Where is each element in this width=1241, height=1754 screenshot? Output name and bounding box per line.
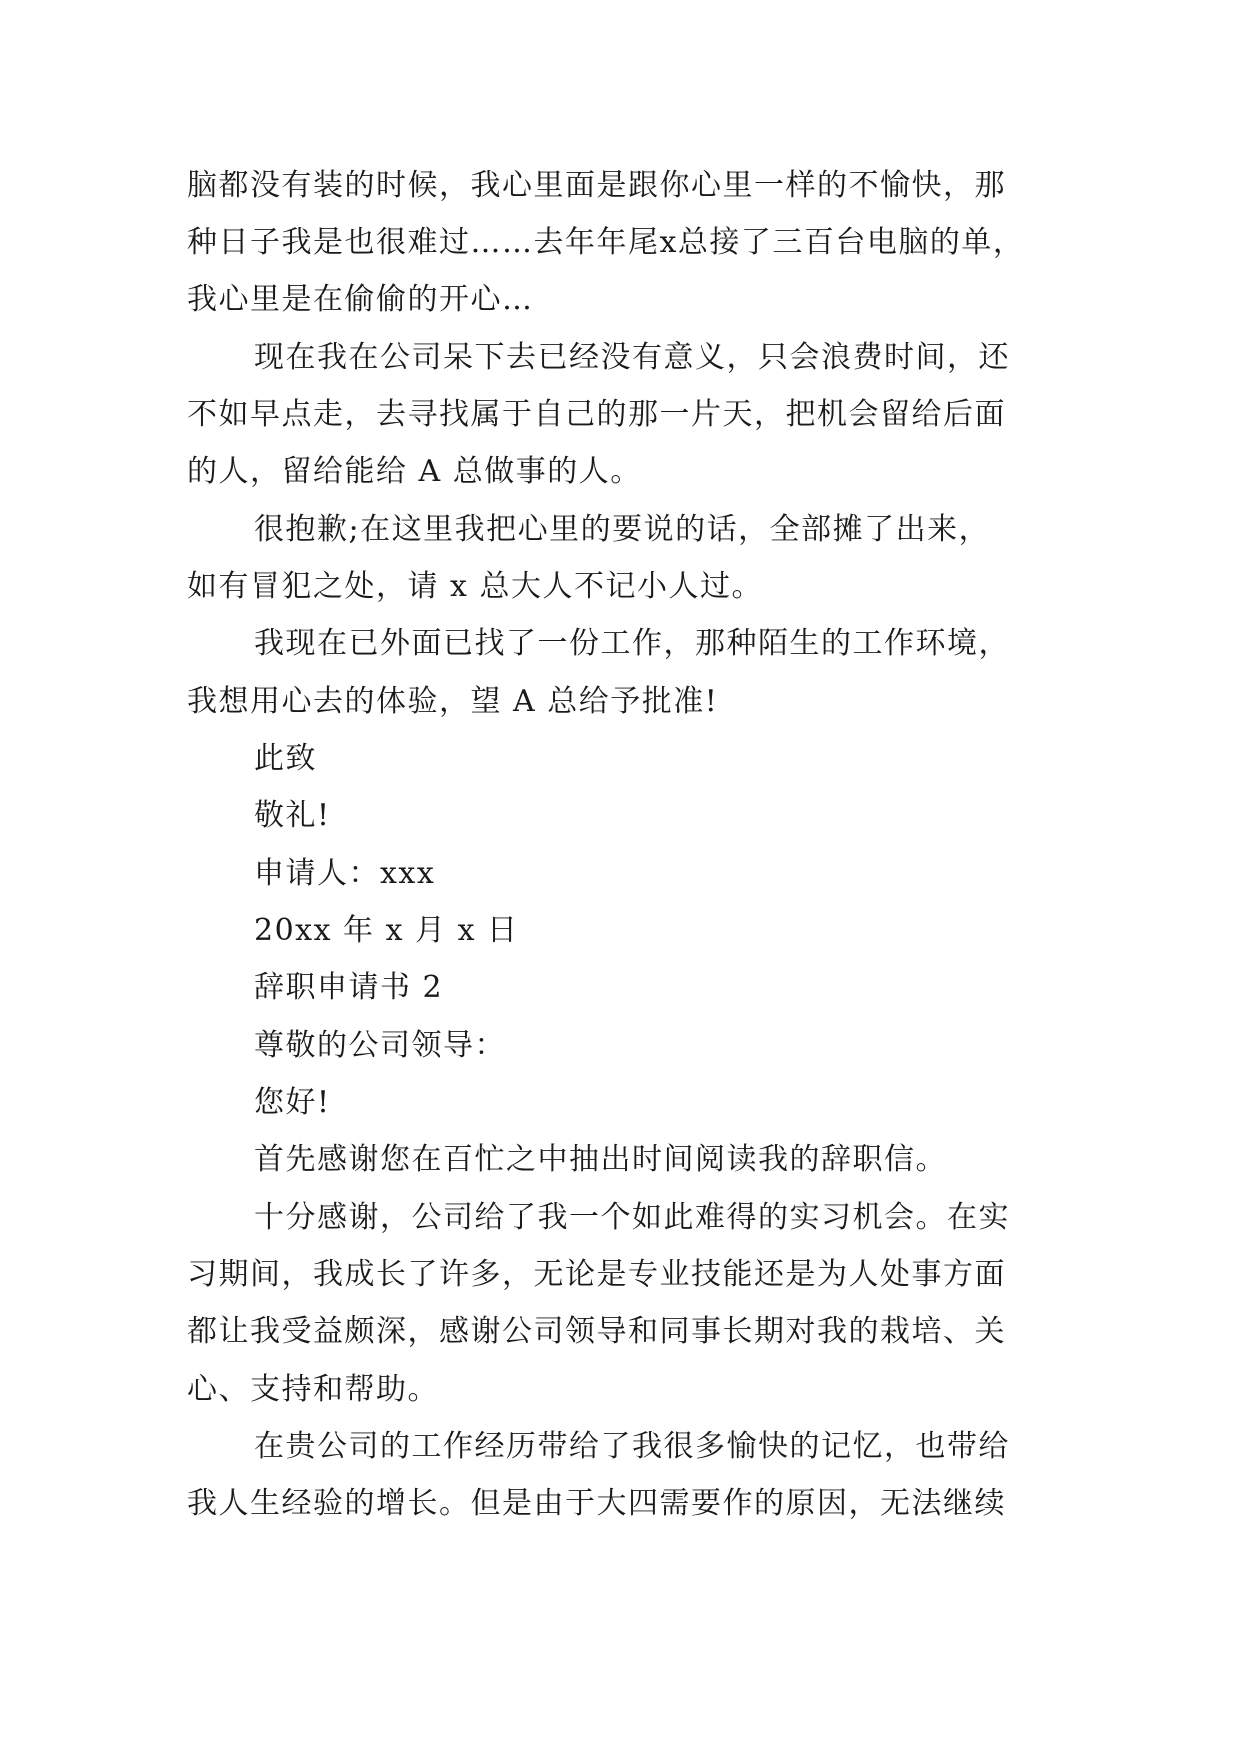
section-title: 辞职申请书 2 bbox=[254, 970, 444, 1005]
body-line: 不如早点走，去寻找属于自己的那一片天，把机会留给后面 bbox=[187, 397, 1006, 432]
body-line: 都让我受益颇深，感谢公司领导和同事长期对我的栽培、关 bbox=[187, 1314, 1006, 1349]
applicant-line: 申请人：xxx bbox=[254, 856, 436, 891]
paragraph-start: 很抱歉;在这里我把心里的要说的话，全部摊了出来， bbox=[254, 512, 991, 547]
paragraph-start: 我现在已外面已找了一份工作，那种陌生的工作环境， bbox=[254, 626, 1010, 661]
greeting-line: 您好! bbox=[254, 1085, 331, 1120]
body-line: 如有冒犯之处，请 x 总大人不记小人过。 bbox=[187, 569, 763, 604]
paragraph-start: 现在我在公司呆下去已经没有意义，只会浪费时间，还 bbox=[254, 340, 1010, 375]
paragraph-start: 首先感谢您在百忙之中抽出时间阅读我的辞职信。 bbox=[254, 1142, 947, 1177]
body-line: 脑都没有装的时候，我心里面是跟你心里一样的不愉快，那 bbox=[187, 168, 1006, 203]
body-line: 我心里是在偷偷的开心… bbox=[187, 282, 534, 317]
paragraph-start: 十分感谢，公司给了我一个如此难得的实习机会。在实 bbox=[254, 1200, 1010, 1235]
closing-line: 此致 bbox=[254, 741, 317, 776]
body-line: 我人生经验的增长。但是由于大四需要作的原因，无法继续 bbox=[187, 1486, 1006, 1521]
body-line: 我想用心去的体验，望 A 总给予批准! bbox=[187, 684, 719, 719]
salutation-line: 敬礼! bbox=[254, 798, 331, 833]
body-line: 种日子我是也很难过……去年年尾x总接了三百台电脑的单， bbox=[187, 225, 1025, 260]
body-line: 心、支持和帮助。 bbox=[187, 1372, 439, 1407]
date-line: 20xx 年 x 月 x 日 bbox=[254, 913, 519, 948]
body-line: 的人，留给能给 A 总做事的人。 bbox=[187, 454, 642, 489]
body-line: 习期间，我成长了许多，无论是专业技能还是为人处事方面 bbox=[187, 1257, 1006, 1292]
paragraph-start: 在贵公司的工作经历带给了我很多愉快的记忆，也带给 bbox=[254, 1429, 1010, 1464]
greeting-line: 尊敬的公司领导： bbox=[254, 1028, 506, 1063]
